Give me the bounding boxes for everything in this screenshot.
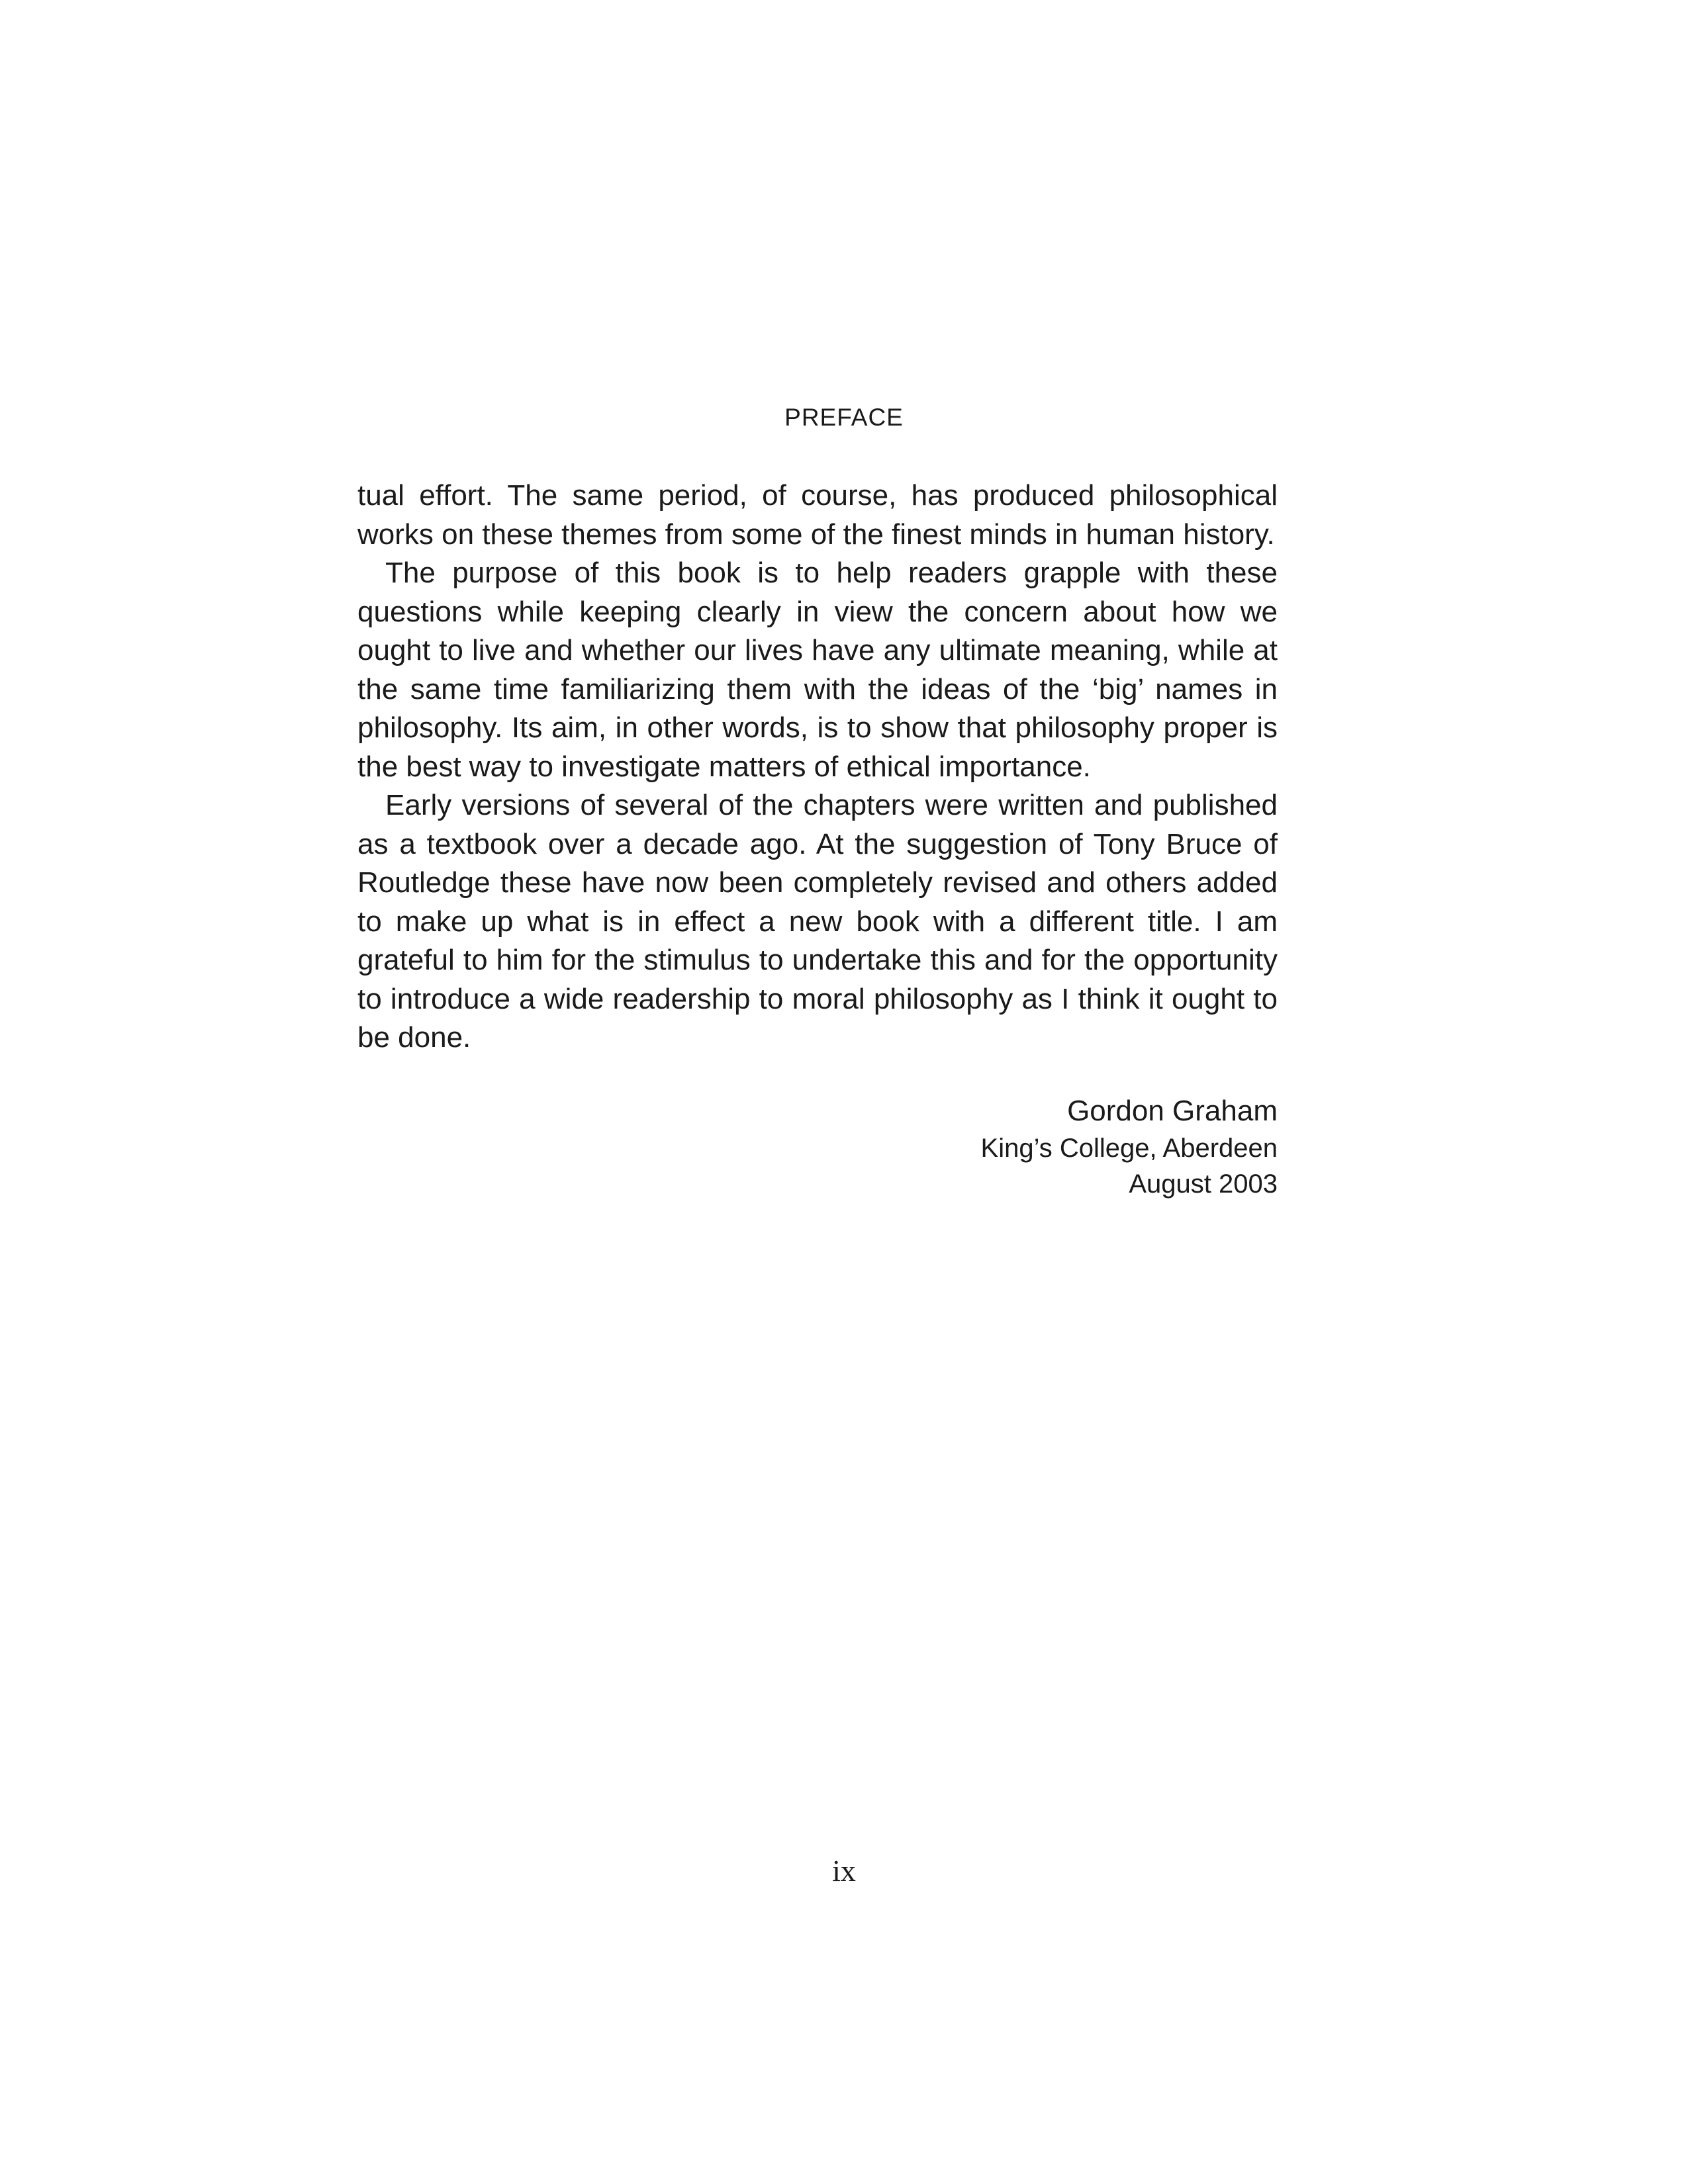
author-name: Gordon Graham [1067,1094,1278,1127]
paragraph-continuation: tual effort. The same period, of course, has produced philosophical works on these themes from some of the finest minds in human history. [357,479,1278,551]
page-number: ix [832,1854,856,1888]
author-affiliation: King’s College, Aberdeen [980,1133,1278,1163]
body-text [357,477,1278,1202]
paragraph-acknowledgement: Early versions of several of the chapters were written and published as a textbook over a decade ago. At the suggestion of Tony Bruce of Routledge these have now been completely revised and others added to make up what is in effect a new book with a different title. I am grateful to him for the stimulus to undertake this and for the opportunity to introduce a wide readership to moral philosophy as I think it ought to be done. [357,789,1278,1054]
signature-date: August 2003 [1129,1169,1278,1199]
paragraph-purpose: The purpose of this book is to help readers grapple with these questions while keeping clearly in view the concern about how we ought to live and whether our lives have any ultimate meaning, while at the same time familiarizing them with the ideas of the ‘big’ names in philosophy. Its aim, in other words, is to show that philosophy proper is the best way to investigate matters of ethical importance. [357,557,1278,783]
running-head: PREFACE [784,404,904,431]
signature-block [357,1092,1278,1202]
